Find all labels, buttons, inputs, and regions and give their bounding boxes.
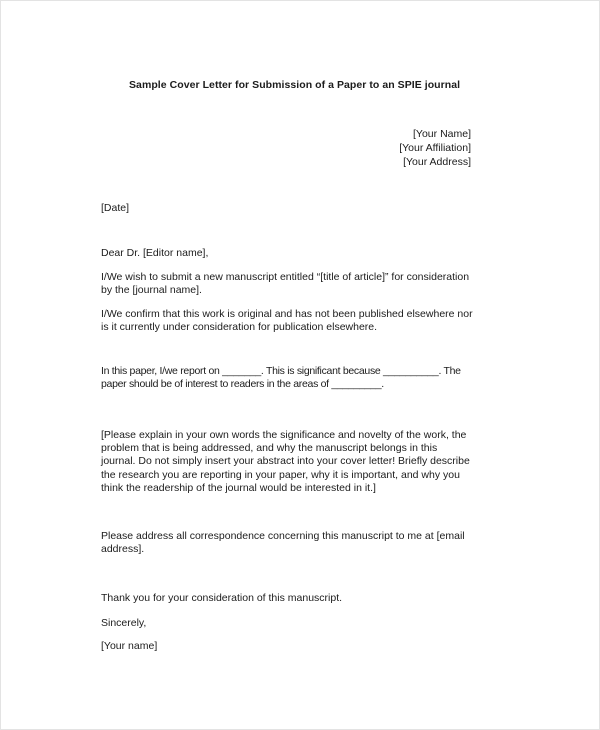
closing-thanks: Thank you for your consideration of this manuscript.: [101, 592, 343, 604]
paragraph-originality: I/We confirm that this work is original and has not been published elsewhere nor is it currently under consideration for publication elsewhere.: [101, 308, 473, 334]
page-title: Sample Cover Letter for Submission of a Paper to an SPIE journal: [129, 79, 461, 91]
paragraph-report: In this paper, I/we report on _______. This is significant because __________. The paper should be of interest to readers in the areas of _________.: [101, 365, 461, 391]
closing-signature: [Your name]: [101, 640, 158, 652]
salutation: Dear Dr. [Editor name],: [101, 247, 209, 259]
sender-affiliation: [Your Affiliation]: [399, 142, 471, 154]
sender-name: [Your Name]: [413, 128, 471, 140]
paragraph-submission: I/We wish to submit a new manuscript entitled “[title of article]” for consideration by the [journal name].: [101, 271, 470, 297]
closing-valediction: Sincerely,: [101, 617, 147, 629]
date-field: [Date]: [101, 202, 130, 214]
paragraph-instructions: [Please explain in your own words the significance and novelty of the work, the problem that is being addressed, and why the manuscript belongs in this journal. Do not simply insert your abstract into your cover letter! Briefly describe the research you are reporting in your paper, why it is important, and why you think the readership of the journal would be interested in it.]: [101, 429, 470, 494]
paragraph-correspondence: Please address all correspondence concerning this manuscript to me at [email address].: [101, 530, 465, 556]
sender-address: [Your Address]: [403, 156, 471, 168]
sender-address-block: [101, 127, 471, 169]
